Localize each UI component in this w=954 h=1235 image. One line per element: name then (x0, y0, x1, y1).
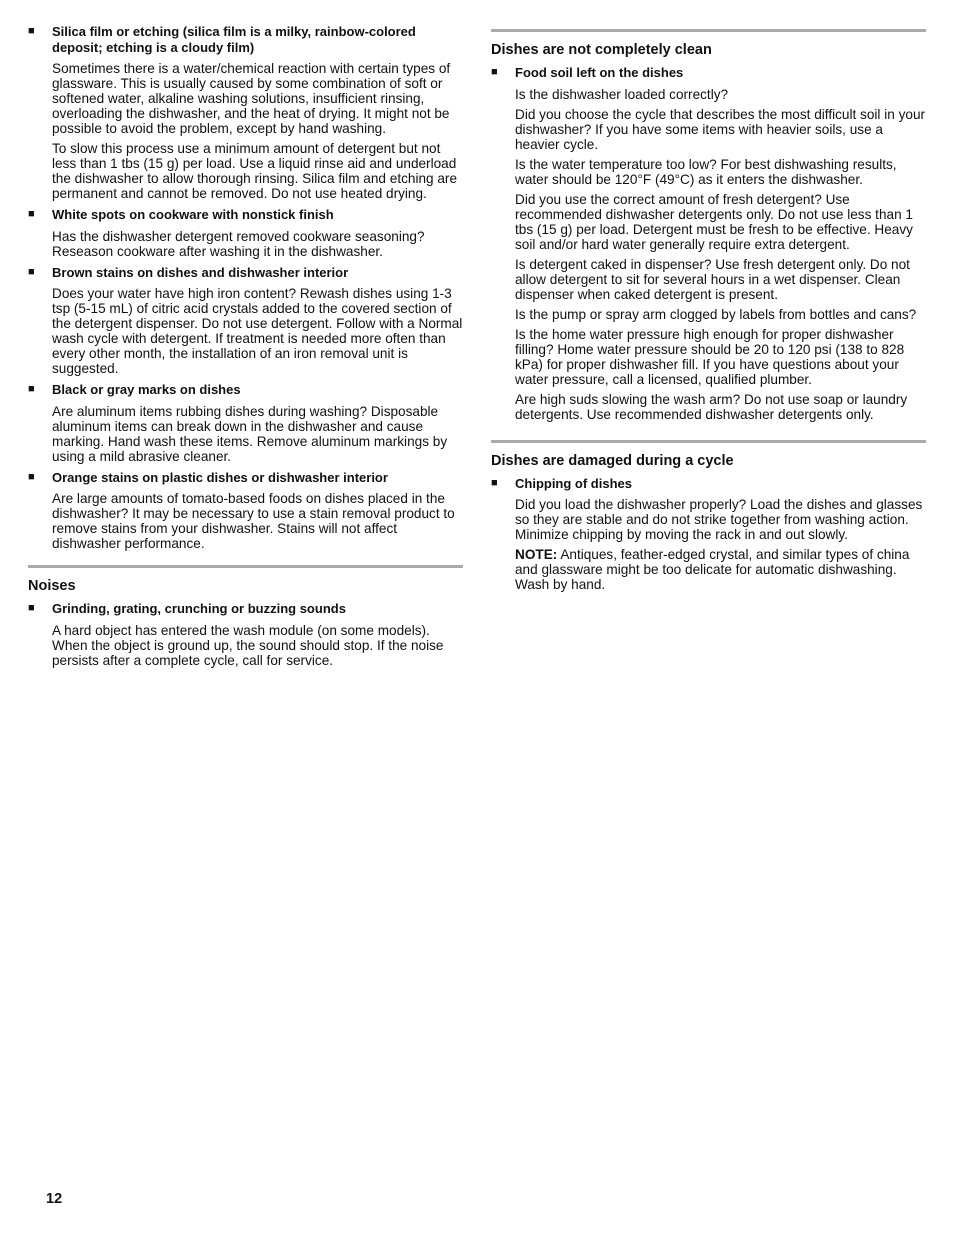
item-heading: Brown stains on dishes and dishwasher interior (52, 264, 349, 280)
item-paragraph: Is the water temperature too low? For best dishwashing results, water should be 120°F (49°C) as it enters the dishwasher. (515, 156, 897, 187)
page-number: 12 (46, 1191, 63, 1207)
item-heading: Orange stains on plastic dishes or dishwasher interior (52, 469, 388, 485)
item-heading: White spots on cookware with nonstick finish (52, 207, 334, 222)
item-paragraph: Sometimes there is a water/chemical reaction with certain types of glassware. This is usually caused by some combination of soft or softened water, alkaline washing solutions, insufficient rinsing, overloading the dishwasher, and the heat of drying. It might not be possible to avoid the problem, except by hand washing. (52, 61, 451, 136)
item-heading: Food soil left on the dishes (515, 65, 684, 80)
bullet-icon: ■ (491, 476, 498, 489)
section-divider (491, 440, 926, 443)
section-divider (491, 29, 926, 32)
section-title: Noises (28, 578, 76, 594)
right-column (491, 29, 926, 602)
item-paragraph: Is the home water pressure high enough for proper dishwasher filling? Home water pressure should be 20 to 120 psi (138 to 828 kPa) for proper dishwasher fill. If you have questions about your water pressure, call a licensed, qualified plumber. (515, 326, 905, 387)
section-damaged (491, 440, 926, 593)
item-brown-stains (28, 265, 463, 377)
left-column (28, 24, 463, 678)
item-heading: Silica film or etching (silica film is a milky, rainbow-colored deposit; etching is a cloudy film) (52, 24, 416, 55)
item-paragraph: Are high suds slowing the wash arm? Do not use soap or laundry detergents. Use recommended dishwasher detergents only. (515, 391, 908, 422)
item-orange-stains (28, 470, 463, 552)
note-label: NOTE: (515, 547, 558, 562)
item-heading: Chipping of dishes (515, 475, 632, 491)
section-title: Dishes are damaged during a cycle (491, 452, 734, 469)
note-text: Antiques, feather-edged crystal, and similar types of china and glassware might be too delicate for automatic dishwashing. Wash by hand. (515, 547, 910, 592)
item-paragraph: A hard object has entered the wash module (on some models). When the object is ground up, the sound should stop. If the noise persists after a complete cycle, call for service. (52, 622, 444, 668)
item-heading: Grinding, grating, crunching or buzzing sounds (52, 601, 346, 616)
item-paragraph: To slow this process use a minimum amount of detergent but not less than 1 tbs (15 g) per load. Use a liquid rinse aid and underload the dishwasher to allow thorough rinsing. Silica film and etching are permanent and cannot be removed. Do not use heated drying. (52, 141, 458, 201)
note-paragraph (515, 547, 926, 592)
bullet-icon: ■ (491, 66, 498, 78)
item-white-spots (28, 207, 463, 259)
bullet-icon: ■ (28, 383, 35, 395)
item-paragraph: Is the pump or spray arm clogged by labels from bottles and cans? (515, 306, 917, 322)
bullet-icon: ■ (28, 265, 35, 278)
section-divider (28, 565, 463, 568)
item-paragraph: Does your water have high iron content? Rewash dishes using 1-3 tsp (5-15 mL) of citric acid crystals added to the covered section of the detergent dispenser. Do not use detergent. Follow with a Normal wash cycle with detergent. If treatment is needed more often than every other month, the installation of an iron removal unit is suggested. (52, 286, 463, 376)
section-noises (28, 565, 463, 668)
item-paragraph: Is detergent caked in dispenser? Use fresh detergent only. Do not allow detergent to sit for several hours in a wet dispenser. Clean dispenser when caked detergent is present. (515, 256, 910, 302)
bullet-icon: ■ (28, 208, 35, 220)
item-paragraph: Are large amounts of tomato-based foods on dishes placed in the dishwasher? It may be necessary to use a stain removal product to remove stains from your dishwasher. Stains will not affect dishwasher performance. (52, 491, 455, 551)
item-paragraph: Are aluminum items rubbing dishes during washing? Disposable aluminum items can break down in the dishwasher and cause marking. Hand wash these items. Remove aluminum markings by using a mild abrasive cleaner. (52, 403, 448, 464)
item-paragraph: Did you choose the cycle that describes the most difficult soil in your dishwasher? If you have some items with heavier soils, use a heavier cycle. (515, 106, 926, 152)
bullet-icon: ■ (28, 470, 35, 483)
section-not-clean (491, 29, 926, 422)
section-title: Dishes are not completely clean (491, 42, 712, 58)
item-paragraph: Is the dishwasher loaded correctly? (515, 86, 729, 102)
item-paragraph: Did you load the dishwasher properly? Load the dishes and glasses so they are stable and do not strike together from washing action. Minimize chipping by moving the rack in and out slowly. (515, 497, 923, 542)
bullet-icon: ■ (28, 25, 35, 37)
item-heading: Black or gray marks on dishes (52, 382, 241, 397)
item-silica-film (28, 24, 463, 201)
item-paragraph: Did you use the correct amount of fresh detergent? Use recommended dishwasher detergents only. Do not use less than 1 tbs (15 g) per load. Detergent must be fresh to be effective. Heavy soil and/or hard water generally require extra detergent. (515, 191, 913, 252)
item-paragraph: Has the dishwasher detergent removed cookware seasoning? Reseason cookware after washing it in the dishwasher. (52, 228, 425, 259)
bullet-icon: ■ (28, 602, 35, 614)
item-black-marks (28, 382, 463, 464)
